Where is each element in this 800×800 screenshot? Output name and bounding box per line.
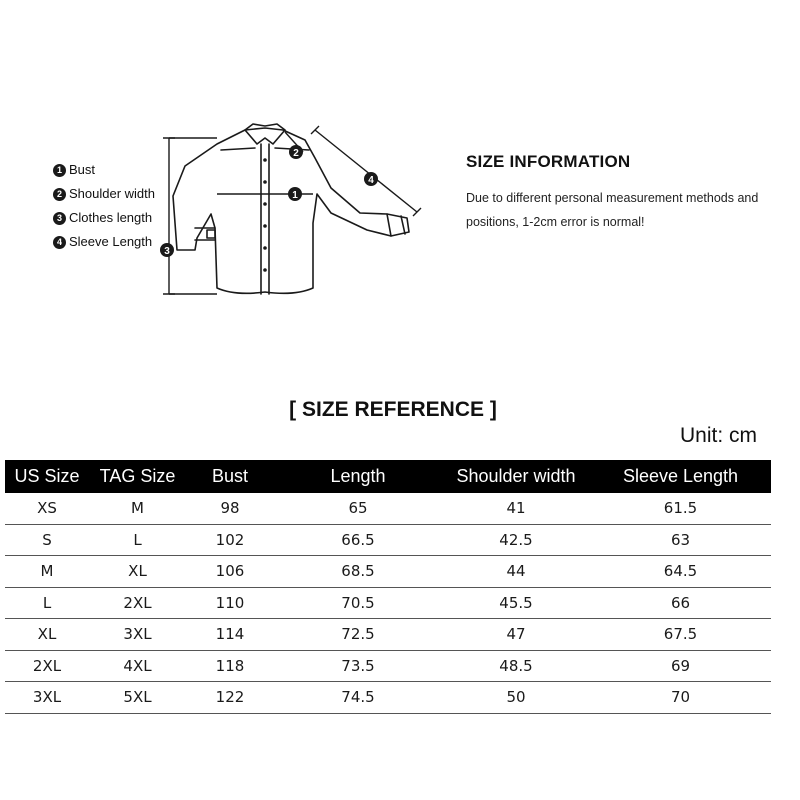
legend-item-shoulder-width — [53, 182, 155, 206]
legend-item-bust — [53, 158, 155, 182]
marker-2: 2 — [293, 148, 299, 159]
cell-length: 72.5 — [274, 619, 442, 651]
table-row — [5, 524, 771, 556]
table-header-row — [5, 460, 771, 493]
number-4-icon: 4 — [53, 236, 66, 249]
button-icon — [263, 246, 267, 250]
cell-tag-size: XL — [89, 556, 186, 588]
cell-bust: 98 — [186, 493, 274, 524]
cell-bust: 114 — [186, 619, 274, 651]
cell-us-size: XS — [5, 493, 89, 524]
cell-shoulder-width: 42.5 — [442, 524, 590, 556]
button-icon — [263, 158, 267, 162]
marker-3: 3 — [164, 246, 170, 257]
button-icon — [263, 224, 267, 228]
sleeve-line — [311, 126, 421, 216]
cell-us-size: 3XL — [5, 682, 89, 714]
cell-shoulder-width: 48.5 — [442, 650, 590, 682]
header-length: Length — [274, 460, 442, 493]
collar — [245, 124, 285, 144]
cell-shoulder-width: 41 — [442, 493, 590, 524]
table-body — [5, 493, 771, 713]
cell-shoulder-width: 50 — [442, 682, 590, 714]
legend-item-clothes-length — [53, 206, 155, 230]
legend-item-sleeve-length — [53, 230, 155, 254]
cell-us-size: S — [5, 524, 89, 556]
size-reference-title: [ SIZE REFERENCE ] — [289, 398, 497, 421]
header-us-size: US Size — [5, 460, 89, 493]
cell-us-size: M — [5, 556, 89, 588]
cell-us-size: 2XL — [5, 650, 89, 682]
size-information — [466, 152, 796, 234]
table-row — [5, 619, 771, 651]
table-row — [5, 493, 771, 524]
cell-tag-size: 2XL — [89, 587, 186, 619]
cell-tag-size: M — [89, 493, 186, 524]
number-1-icon: 1 — [53, 164, 66, 177]
measurement-legend — [53, 158, 155, 254]
cell-tag-size: 5XL — [89, 682, 186, 714]
shirt-diagram — [155, 118, 435, 308]
cell-shoulder-width: 45.5 — [442, 587, 590, 619]
cell-us-size: XL — [5, 619, 89, 651]
cell-sleeve-length: 63 — [590, 524, 771, 556]
size-info-note-line1: Due to different personal measurement methods and — [466, 191, 759, 205]
cell-bust: 122 — [186, 682, 274, 714]
cell-sleeve-length: 64.5 — [590, 556, 771, 588]
button-icon — [263, 202, 267, 206]
header-bust: Bust — [186, 460, 274, 493]
cuff-buttons-icon — [207, 230, 215, 238]
cell-sleeve-length: 69 — [590, 650, 771, 682]
number-2-icon: 2 — [53, 188, 66, 201]
header-sleeve-length: Sleeve Length — [590, 460, 771, 493]
legend-label: Clothes length — [69, 210, 153, 225]
marker-1: 1 — [292, 190, 298, 201]
cell-sleeve-length: 70 — [590, 682, 771, 714]
cell-bust: 106 — [186, 556, 274, 588]
table-row — [5, 682, 771, 714]
header-tag-size: TAG Size — [89, 460, 186, 493]
legend-label: Shoulder width — [69, 186, 155, 201]
number-3-icon: 3 — [53, 212, 66, 225]
cell-length: 66.5 — [274, 524, 442, 556]
marker-4: 4 — [368, 175, 374, 186]
cell-tag-size: 4XL — [89, 650, 186, 682]
size-info-title: SIZE INFORMATION — [466, 152, 631, 171]
table-row — [5, 587, 771, 619]
table-row — [5, 556, 771, 588]
cell-length: 74.5 — [274, 682, 442, 714]
cell-shoulder-width: 44 — [442, 556, 590, 588]
cell-bust: 102 — [186, 524, 274, 556]
cell-bust: 110 — [186, 587, 274, 619]
cell-shoulder-width: 47 — [442, 619, 590, 651]
cell-length: 65 — [274, 493, 442, 524]
cell-sleeve-length: 67.5 — [590, 619, 771, 651]
cell-tag-size: 3XL — [89, 619, 186, 651]
cell-sleeve-length: 66 — [590, 587, 771, 619]
cell-tag-size: L — [89, 524, 186, 556]
legend-label: Sleeve Length — [69, 234, 153, 249]
cell-sleeve-length: 61.5 — [590, 493, 771, 524]
cell-length: 73.5 — [274, 650, 442, 682]
cell-bust: 118 — [186, 650, 274, 682]
size-info-note-line2: positions, 1-2cm error is normal! — [466, 215, 645, 229]
button-icon — [263, 180, 267, 184]
header-shoulder-width: Shoulder width — [442, 460, 590, 493]
length-line — [163, 138, 175, 294]
size-table — [5, 460, 771, 714]
cell-us-size: L — [5, 587, 89, 619]
unit-label: Unit: cm — [679, 424, 757, 447]
cell-length: 68.5 — [274, 556, 442, 588]
legend-label: Bust — [69, 162, 96, 177]
button-icon — [263, 268, 267, 272]
cell-length: 70.5 — [274, 587, 442, 619]
table-row — [5, 650, 771, 682]
